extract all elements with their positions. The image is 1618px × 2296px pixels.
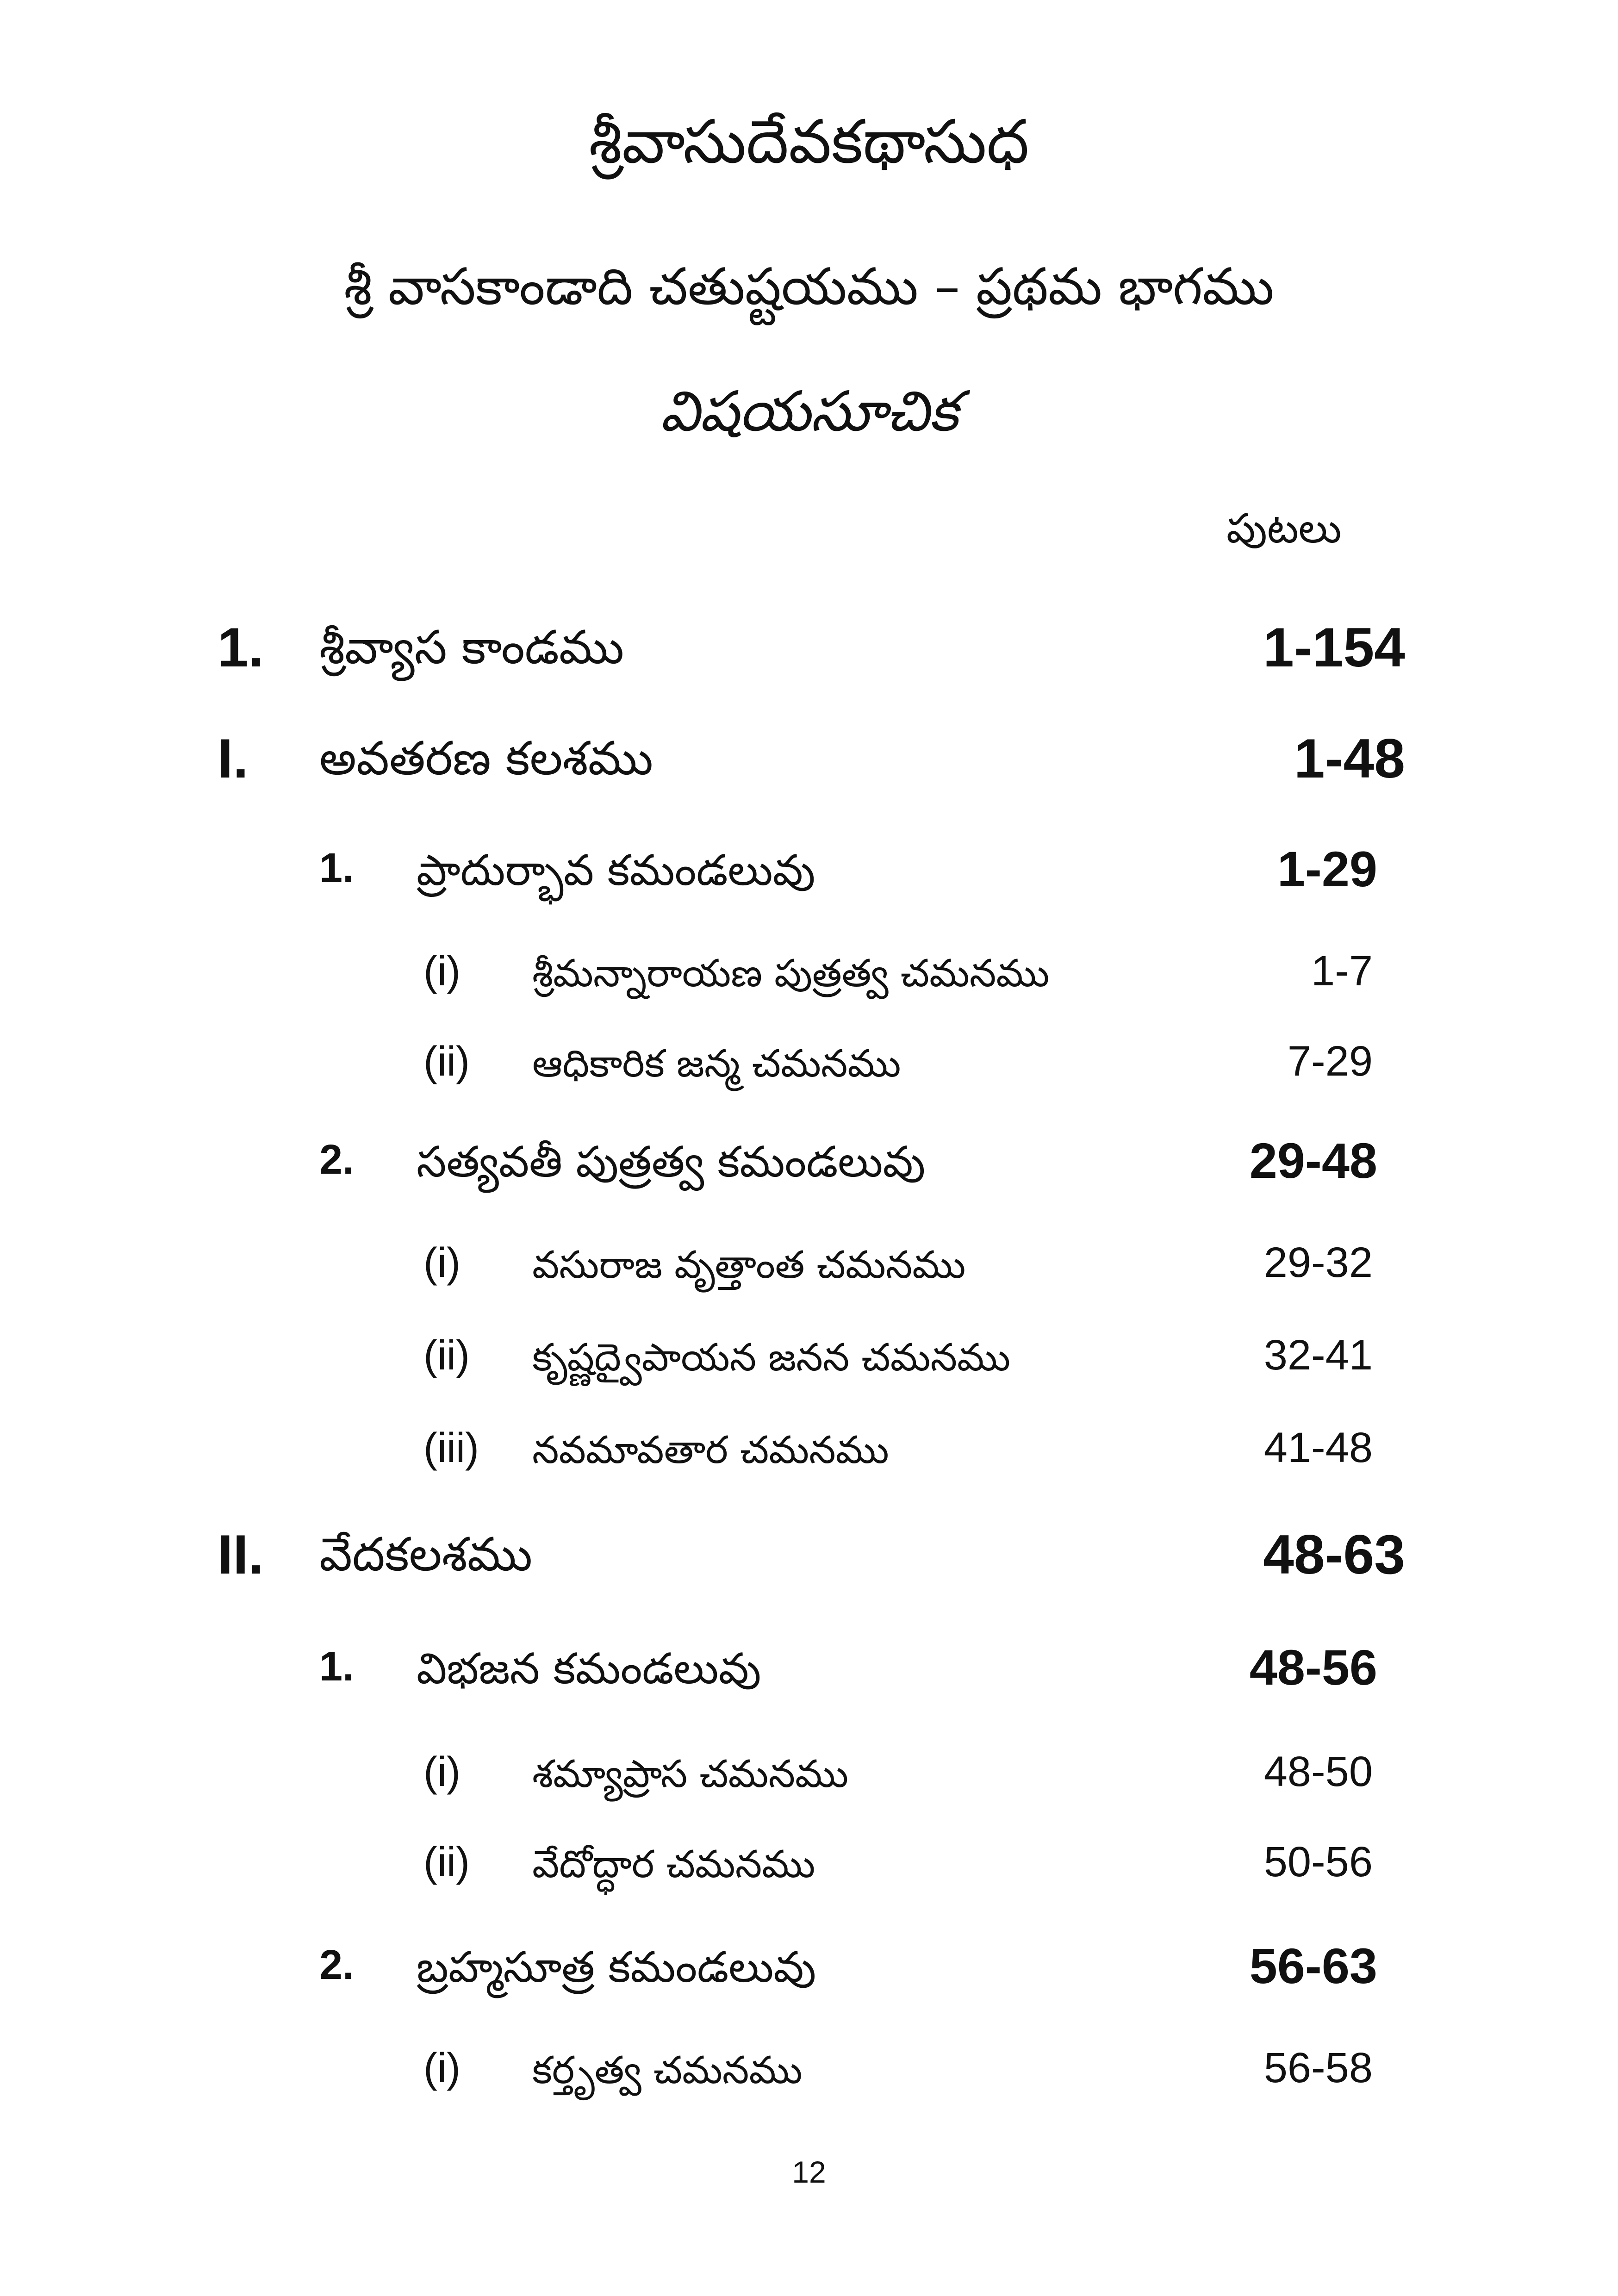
toc-entry-pages: 56-58 [1263,2044,1373,2091]
toc-entry-title: బ్రహ్మసూత్ర కమండలువు [417,1942,816,1992]
toc-entry-shamyaprasa-chamanamu [0,1745,1618,1805]
toc-entry-number: 1. [319,1643,355,1690]
toc-entry-pages: 1-48 [1294,728,1405,790]
toc-entry-pages: 48-56 [1249,1639,1377,1695]
toc-entry-avatarana-kalashamu [0,727,1618,790]
page-number: 12 [792,2155,826,2189]
toc-entry-number: (ii) [423,1332,470,1379]
toc-entry-pages: 56-63 [1249,1938,1377,1994]
toc-entry-title: శమ్యాప్రాస చమనము [532,1752,849,1796]
toc-entry-kartrutva-chamanamu [0,2041,1618,2101]
toc-entry-pages: 41-48 [1263,1424,1373,1471]
toc-entry-pages: 50-56 [1263,1838,1373,1885]
toc-entry-title: కర్తృత్వ చమనము [532,2048,803,2092]
toc-entry-number: 2. [319,1942,355,1988]
toc-entry-pages: 1-7 [1311,947,1373,995]
toc-entry-title: నవమావతార చమనము [532,1428,889,1472]
toc-entry-title: విభజన కమండలువు [417,1644,761,1693]
toc-entry-title: వేదోద్ధార చమనము [532,1842,815,1886]
toc-entry-navamavatara-chamanamu [0,1421,1618,1481]
toc-entry-pradurbhava-kamandaluvu [0,840,1618,900]
toc-entry-title: శ్రీమన్నారాయణ పుత్రత్వ చమనము [532,952,1050,996]
toc-entry-brahmasutra-kamandaluvu [0,1937,1618,1997]
toc-entry-number: I. [218,728,249,790]
toc-entry-number: II. [218,1524,264,1586]
toc-entry-vedoddhara-chamanamu [0,1835,1618,1895]
toc-entry-pages: 32-41 [1263,1332,1373,1379]
toc-entry-vyasa-kandamu [0,616,1618,676]
toc-entry-number: (i) [423,948,461,995]
toc-entry-title: ఆధికారిక జన్మ చమనము [532,1042,901,1086]
toc-entry-title: ప్రాదుర్భావ కమండలువు [417,846,815,895]
toc-entry-title: అవతరణ కలశము [319,731,653,785]
index-title: విషయసూచిక [660,380,958,444]
pages-heading: పుటలు [1226,504,1342,552]
toc-entry-number: 2. [319,1137,355,1183]
toc-entry-krishnadvaipayana-chamanamu [0,1328,1618,1388]
main-title: శ్రీవాసుదేవకథాసుధ [589,106,1029,177]
toc-entry-pages: 48-63 [1263,1524,1405,1586]
toc-entry-number: (iii) [423,1425,479,1471]
toc-entry-pages: 29-48 [1249,1132,1377,1188]
toc-entry-number: 1. [218,616,264,678]
toc-entry-pages: 48-50 [1263,1748,1373,1795]
toc-entry-pages: 7-29 [1287,1038,1373,1085]
toc-entry-title: వసురాజ వృత్తాంత చమనము [532,1243,966,1287]
toc-entry-number: (i) [423,1749,461,1795]
toc-entry-pages: 29-32 [1263,1239,1373,1286]
toc-entry-number: 1. [319,845,355,891]
toc-entry-title: కృష్ణద్వైపాయన జనన చమనము [532,1336,1011,1380]
toc-entry-adhikarika-janma-chamanamu [0,1034,1618,1095]
toc-entry-number: (i) [423,2045,461,2091]
toc-entry-pages: 1-154 [1263,616,1405,678]
toc-entry-vasuraja-chamanamu [0,1236,1618,1296]
toc-entry-number: (ii) [423,1839,470,1885]
toc-entry-vibhajana-kamandaluvu [0,1638,1618,1699]
toc-entry-number: (i) [423,1240,461,1286]
toc-entry-title: శ్రీవ్యాస కాండము [319,620,624,674]
toc-entry-satyavati-putratva-kamandaluvu [0,1132,1618,1192]
sub-title: శ్రీ వాసకాండాది చతుష్టయము – ప్రథమ భాగము [344,257,1274,316]
toc-entry-veda-kalashamu [0,1523,1618,1586]
toc-entry-number: (ii) [423,1039,470,1085]
toc-entry-title: వేదకలశము [319,1527,533,1581]
toc-entry-putratva-chamanamu [0,944,1618,1004]
toc-entry-pages: 1-29 [1277,841,1377,897]
toc-entry-title: సత్యవతీ పుత్రత్వ కమండలువు [417,1137,926,1187]
